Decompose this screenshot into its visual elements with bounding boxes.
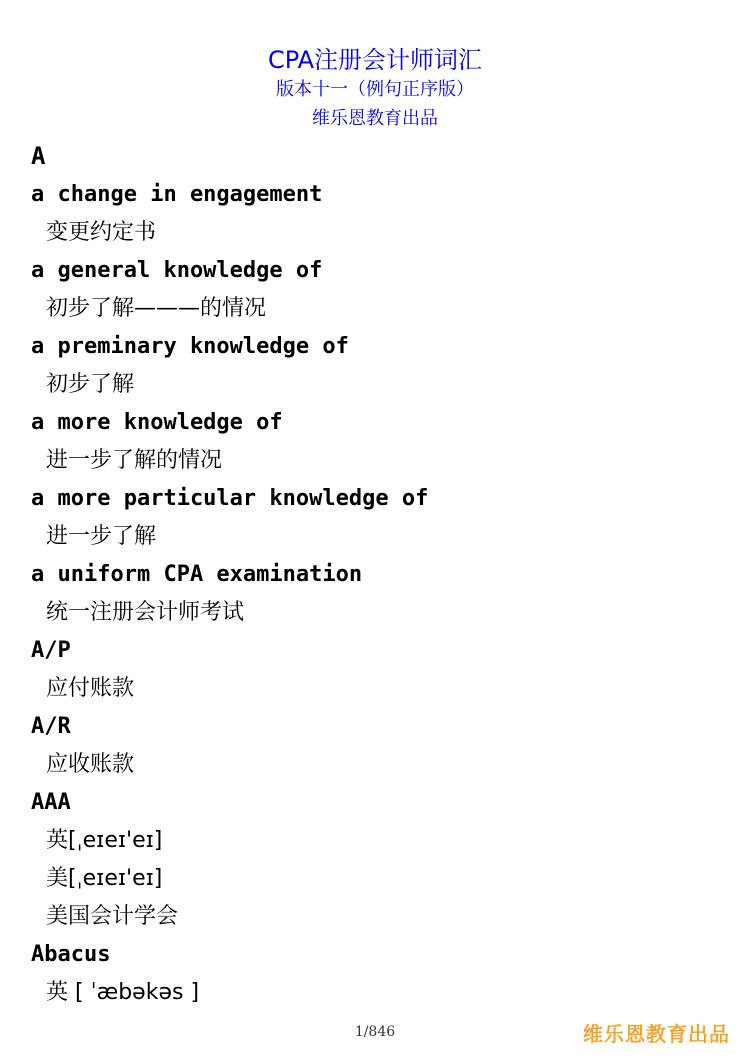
entry-definition: 初步了解———的情况 (46, 296, 267, 321)
document-publisher: 维乐恩教育出品 (312, 108, 438, 129)
entry-term: a change in engagement (31, 182, 323, 207)
entry-term: a uniform CPA examination (31, 562, 363, 587)
entry-term: a general knowledge of (31, 258, 323, 283)
vocabulary-list (31, 138, 721, 1012)
document-header (0, 44, 750, 134)
entry-term: A/P (31, 638, 71, 663)
entry-definition: 进一步了解的情况 (46, 448, 223, 473)
entry-term: A/R (31, 714, 71, 739)
entry-definition: 进一步了解 (46, 524, 157, 549)
page-number: 1/846 (354, 1024, 396, 1040)
document-title: CPA注册会计师词汇 (267, 46, 483, 74)
entry-definition: 应付账款 (46, 676, 135, 701)
section-letter: A (31, 142, 46, 170)
entry-definition: 统一注册会计师考试 (46, 600, 245, 625)
entry-definition: 初步了解 (46, 372, 135, 397)
entry-definition: 变更约定书 (46, 220, 157, 245)
entry-definition: 应收账款 (46, 752, 135, 777)
publisher-watermark: 维乐恩教育出品 (583, 1022, 730, 1046)
entry-term: a more knowledge of (31, 410, 283, 435)
entry-term: a more particular knowledge of (31, 486, 429, 511)
entry-term: AAA (31, 790, 71, 815)
entry-pronunciation-uk: 英 [ ˈæbəkəs ] (46, 980, 200, 1005)
entry-pronunciation-uk: 英[ˌeɪeɪ'eɪ] (46, 828, 163, 853)
entry-definition: 美国会计学会 (46, 904, 179, 929)
entry-pronunciation-us: 美[ˌeɪeɪ'eɪ] (46, 866, 163, 891)
entry-term: Abacus (31, 942, 111, 967)
entry-term: a preminary knowledge of (31, 334, 349, 359)
document-subtitle: 版本十一（例句正序版） (276, 79, 474, 100)
